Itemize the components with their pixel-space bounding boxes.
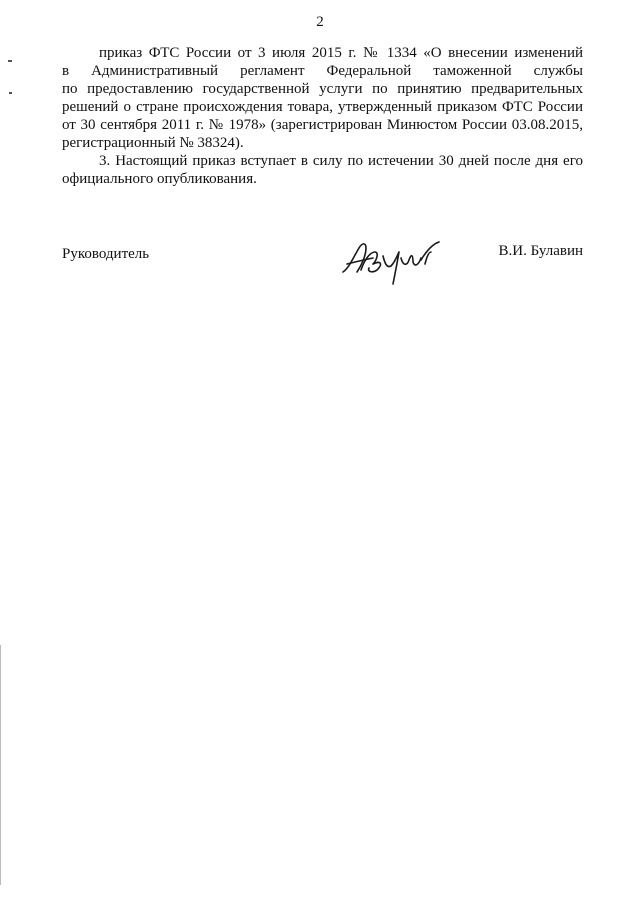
scan-margin-line	[0, 645, 1, 885]
scan-speck	[8, 60, 12, 62]
handwritten-signature	[339, 238, 445, 286]
document-body	[62, 44, 583, 188]
signatory-role: Руководитель	[62, 246, 150, 262]
paragraph-effective-date	[62, 152, 583, 188]
text-line: официального опубликования.	[62, 171, 257, 187]
text-line: регистрационный № 38324).	[62, 135, 244, 151]
text-line: от 30 сентября 2011 г. № 1978» (зарегистрирован Минюстом России 03.08.2015,	[62, 117, 583, 133]
text-line: решений о стране происхождения товара, утвержденный приказом ФТС России	[62, 99, 583, 115]
text-line: 3. Настоящий приказ вступает в силу по истечении 30 дней после дня его	[99, 153, 583, 169]
paragraph-order-reference	[62, 44, 583, 152]
signature-block	[62, 238, 583, 288]
text-line: по предоставлению государственной услуги по принятию предварительных	[62, 81, 583, 97]
signatory-name: В.И. Булавин	[498, 243, 583, 259]
text-line: в Административный регламент Федеральной таможенной службы	[62, 63, 583, 79]
text-line: приказ ФТС России от 3 июля 2015 г. № 1334 «О внесении изменений	[99, 45, 583, 61]
page-number: 2	[316, 14, 324, 30]
scan-speck	[9, 92, 12, 94]
